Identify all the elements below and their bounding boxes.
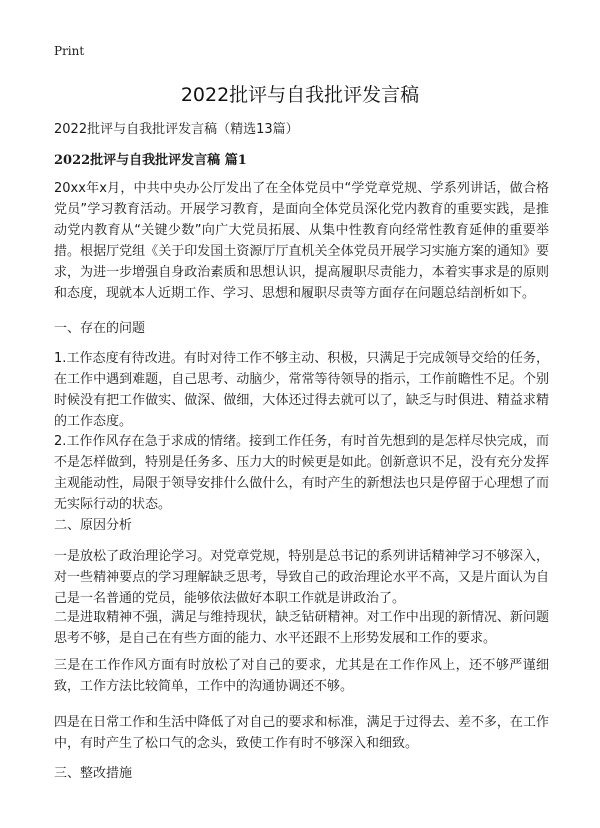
- print-label[interactable]: Print: [54, 44, 85, 58]
- paragraph-text: 二是进取精神不强，满足与维持现状，缺乏钻研精神。对工作中出现的新情况、新问题思考不够，是自己在有些方面的能力、水平还跟不上形势发展和工作的要求。: [54, 610, 549, 646]
- paragraph-5: [54, 655, 549, 697]
- section-title: 2022批评与自我批评发言稿 篇1: [54, 153, 247, 168]
- paragraph-text: 20xx年x月，中共中央办公厅发出了在全体党员中“学党章党规、学系列讲话，做合格党员”学习教育活动。开展学习教育，是面向全体党员深化党内教育的重要实践，是推动党内教育从“关键少数”向广大党员拓展、从集中性教育向经常性教育延伸的重要举措。根据厅党组《关于印发国土资源厅厅直机关全体党员开展学习实施方案的通知》要求，为进一步增强自身政治素质和思想认识，提高履职尽责能力，本着实事求是的原则和态度，现就本人近期工作、学习、思想和履职尽责等方面存在问题总结剖析如下。: [54, 181, 549, 301]
- heading-measures: 三、整改措施: [54, 766, 133, 781]
- heading-problems: 一、存在的问题: [54, 321, 146, 336]
- document-subtitle: 2022批评与自我批评发言稿（精选13篇）: [54, 122, 299, 137]
- heading-causes: 二、原因分析: [54, 518, 133, 533]
- paragraph-text: 一是放松了政治理论学习。对党章党规，特别是总书记的系列讲话精神学习不够深入，对一些精神要点的学习理解缺乏思考，导致自己的政治理论水平不高，又是片面认为自己是一名普通的党员，能够依法做好本职工作就是讲政治了。: [54, 549, 549, 606]
- paragraph-text: 四是在日常工作和生活中降低了对自己的要求和标准，满足于过得去、差不多，在工作中，有时产生了松口气的念头，致使工作有时不够深入和细致。: [54, 715, 549, 751]
- paragraph-text: 三是在工作作风方面有时放松了对自己的要求，尤其是在工作作风上，还不够严谨细致，工作方法比较简单，工作中的沟通协调还不够。: [54, 658, 549, 694]
- paragraph-6: [54, 712, 549, 754]
- paragraph-intro: [54, 178, 549, 304]
- paragraph-4: [54, 607, 549, 649]
- paragraph-3: [54, 546, 549, 609]
- paragraph-text: 1.工作态度有待改进。有时对待工作不够主动、积极，只满足于完成领导交给的任务，在工作中遇到难题，自己思考、动脑少，常常等待领导的指示，工作前瞻性不足。个别时候没有把工作做实、做深、做细，大体还过得去就可以了，缺乏与时俱进、精益求精的工作态度。: [54, 351, 549, 429]
- paragraph-2: [54, 431, 549, 515]
- document-title: 2022批评与自我批评发言稿: [180, 84, 420, 106]
- paragraph-1: [54, 348, 549, 432]
- paragraph-text: 2.工作作风存在急于求成的情绪。接到工作任务，有时首先想到的是怎样尽快完成，而不是怎样做到，特别是任务多、压力大的时候更是如此。创新意识不足，没有充分发挥主观能动性，局限于领导安排什么做什么，有时产生的新想法也只是停留于心理想了而无实际行动的状态。: [54, 434, 549, 512]
